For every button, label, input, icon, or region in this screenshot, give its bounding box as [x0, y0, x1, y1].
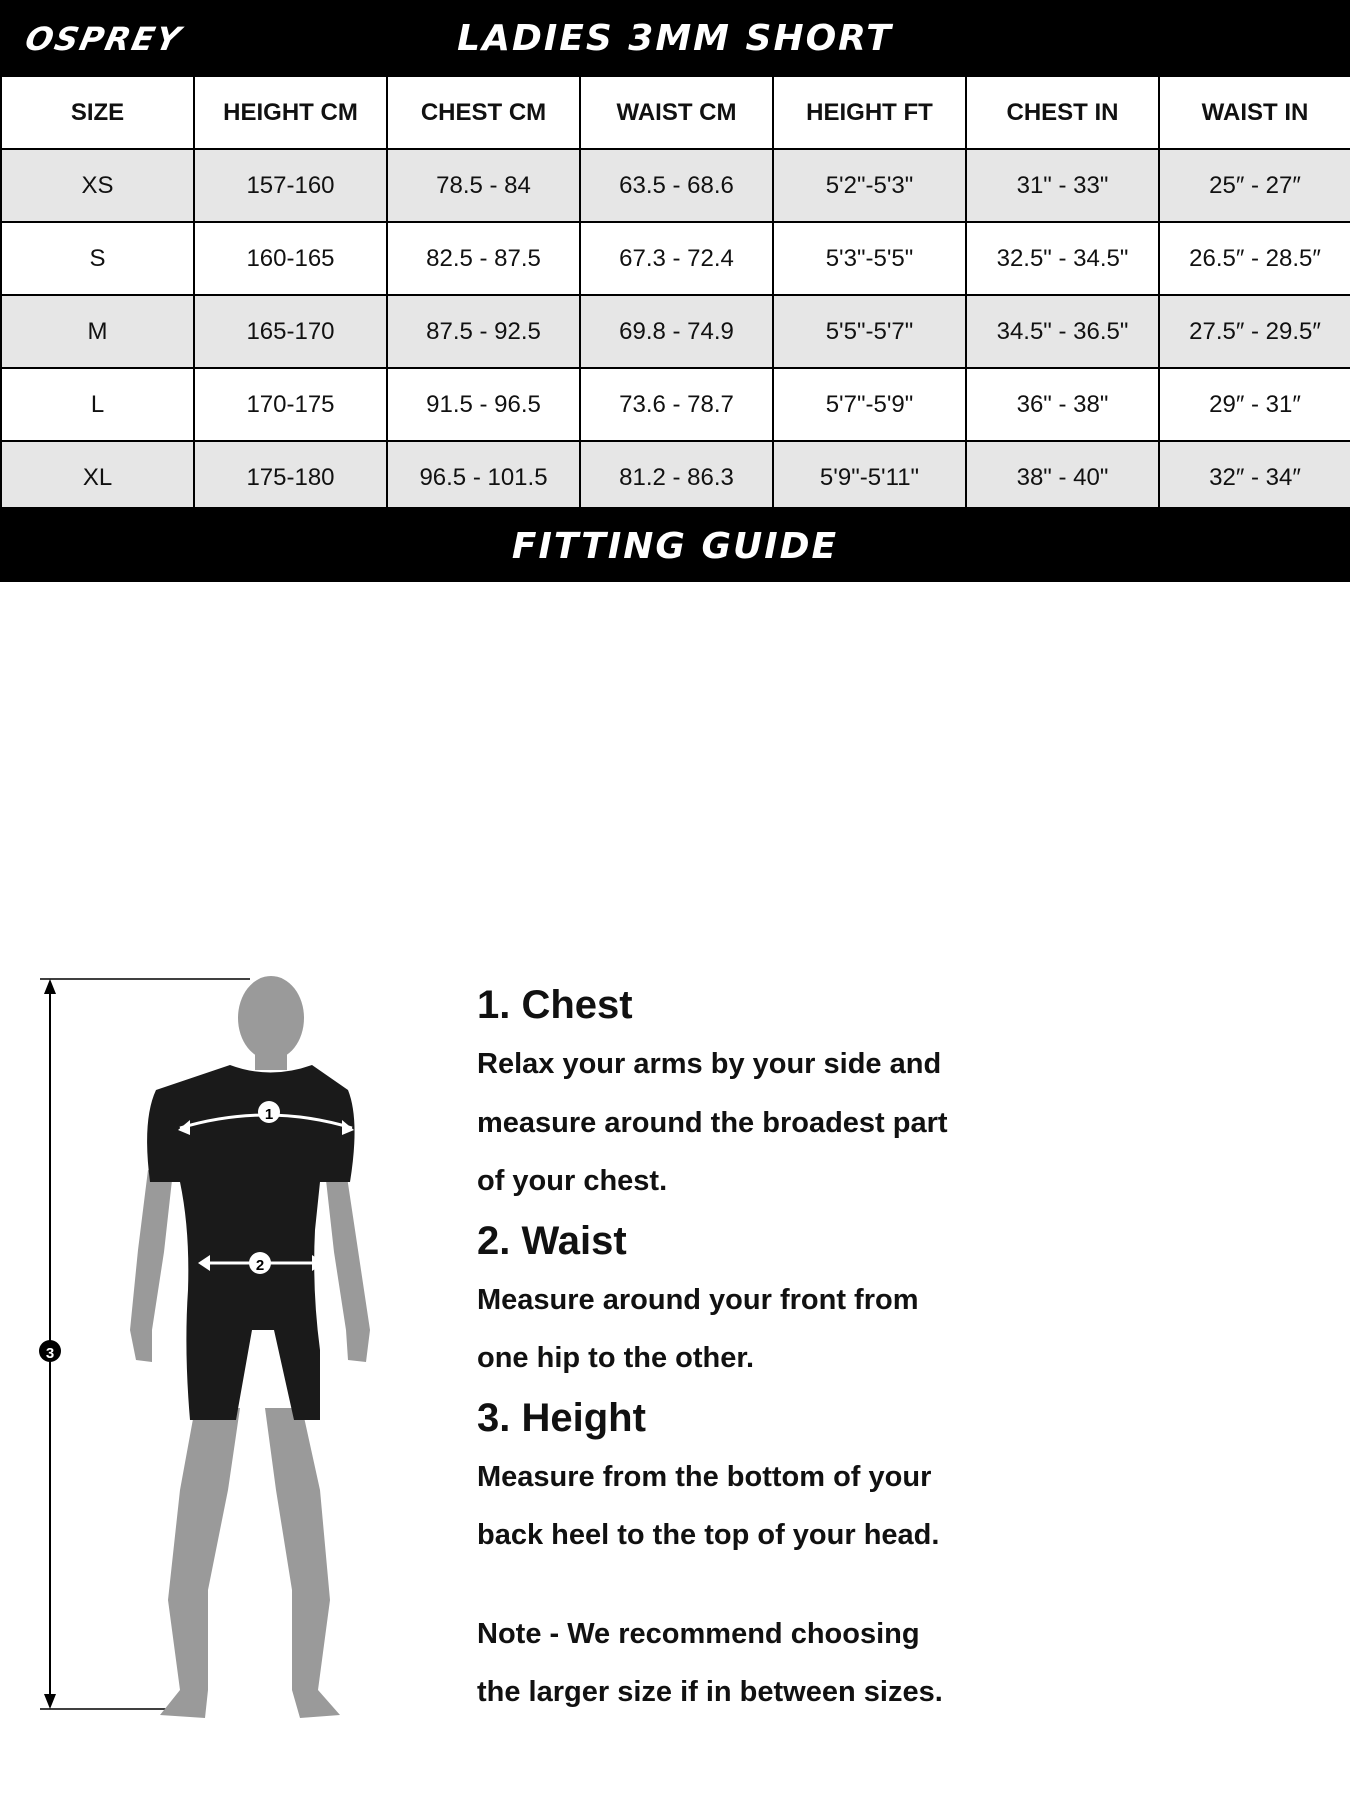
fitting-guide-bar: [0, 507, 1350, 582]
note-text-line: Note - We recommend choosing: [477, 1617, 920, 1650]
table-row: [1, 441, 1350, 514]
table-cell: XL: [1, 441, 194, 514]
chest-heading: 1. Chest: [477, 983, 633, 1027]
size-chart-table: [0, 75, 1350, 515]
waist-section: [477, 1211, 1077, 1388]
table-cell: 26.5″ - 28.5″: [1159, 222, 1350, 295]
table-cell: 78.5 - 84: [387, 149, 580, 222]
table-cell: XS: [1, 149, 194, 222]
column-header: CHEST IN: [966, 76, 1159, 149]
column-header: CHEST CM: [387, 76, 580, 149]
table-row: [1, 368, 1350, 441]
table-cell: 73.6 - 78.7: [580, 368, 773, 441]
waist-text-line: one hip to the other.: [477, 1342, 755, 1374]
table-cell: 170-175: [194, 368, 387, 441]
table-cell: 5'5"-5'7": [773, 295, 966, 368]
table-cell: 160-165: [194, 222, 387, 295]
note-text-line: the larger size if in between sizes.: [477, 1676, 943, 1708]
chest-text-line: Relax your arms by your side and: [477, 1048, 942, 1080]
table-cell: 157-160: [194, 149, 387, 222]
head-shape: [238, 976, 304, 1060]
table-cell: 91.5 - 96.5: [387, 368, 580, 441]
column-header: WAIST IN: [1159, 76, 1350, 149]
column-header: HEIGHT FT: [773, 76, 966, 149]
table-cell: S: [1, 222, 194, 295]
table-cell: 31" - 33": [966, 149, 1159, 222]
waist-heading: 2. Waist: [477, 1218, 627, 1263]
waist-text-line: Measure around your front from: [477, 1283, 919, 1316]
column-header: HEIGHT CM: [194, 76, 387, 149]
height-heading: 3. Height: [477, 1395, 646, 1440]
left-arm-shape: [130, 1170, 172, 1362]
fitting-guide-title: FITTING GUIDE: [511, 526, 839, 567]
fitting-instructions: [477, 975, 1077, 1722]
chest-text-line: measure around the broadest part: [477, 1106, 948, 1139]
marker-3-label: 3: [45, 1345, 55, 1362]
waist-arrow-right-icon: [312, 1255, 324, 1271]
table-cell: 165-170: [194, 295, 387, 368]
table-cell: 36" - 38": [966, 368, 1159, 441]
table-row: [1, 149, 1350, 222]
height-text-line: Measure from the bottom of your: [477, 1460, 932, 1493]
table-cell: 63.5 - 68.6: [580, 149, 773, 222]
left-leg-shape: [160, 1408, 240, 1718]
column-header: SIZE: [1, 76, 194, 149]
page-title: LADIES 3MM SHORT: [457, 18, 893, 59]
wetsuit-shape: [147, 1065, 354, 1420]
brand-logo: OSPREY: [21, 20, 186, 58]
table-cell: 87.5 - 92.5: [387, 295, 580, 368]
recommendation-note: [477, 1605, 1077, 1722]
table-header-row: [1, 76, 1350, 149]
marker-2-label: 2: [255, 1257, 265, 1274]
table-row: [1, 295, 1350, 368]
height-text-line: back heel to the top of your head.: [477, 1519, 940, 1551]
table-cell: 29″ - 31″: [1159, 368, 1350, 441]
table-cell: 82.5 - 87.5: [387, 222, 580, 295]
height-arrow-up-icon: [44, 979, 56, 994]
height-section: [477, 1388, 1077, 1565]
table-cell: 38" - 40": [966, 441, 1159, 514]
height-arrow-down-icon: [44, 1694, 56, 1709]
table-cell: 32.5" - 34.5": [966, 222, 1159, 295]
chest-section: [477, 975, 1077, 1211]
table-cell: 32″ - 34″: [1159, 441, 1350, 514]
table-cell: 69.8 - 74.9: [580, 295, 773, 368]
table-cell: L: [1, 368, 194, 441]
table-cell: 34.5" - 36.5": [966, 295, 1159, 368]
table-cell: 96.5 - 101.5: [387, 441, 580, 514]
right-arm-shape: [326, 1170, 370, 1362]
marker-1-label: 1: [264, 1106, 274, 1123]
table-row: [1, 222, 1350, 295]
table-cell: 25″ - 27″: [1159, 149, 1350, 222]
chest-text-line: of your chest.: [477, 1165, 668, 1197]
table-cell: 5'2"-5'3": [773, 149, 966, 222]
body-measurement-figure: [30, 970, 410, 1730]
table-cell: 67.3 - 72.4: [580, 222, 773, 295]
table-cell: 27.5″ - 29.5″: [1159, 295, 1350, 368]
neck-shape: [255, 1048, 287, 1070]
table-cell: 5'9"-5'11": [773, 441, 966, 514]
column-header: WAIST CM: [580, 76, 773, 149]
table-cell: 81.2 - 86.3: [580, 441, 773, 514]
table-cell: M: [1, 295, 194, 368]
table-cell: 5'3"-5'5": [773, 222, 966, 295]
header-bar: [0, 0, 1350, 75]
table-cell: 5'7"-5'9": [773, 368, 966, 441]
right-leg-shape: [265, 1408, 340, 1718]
table-cell: 175-180: [194, 441, 387, 514]
